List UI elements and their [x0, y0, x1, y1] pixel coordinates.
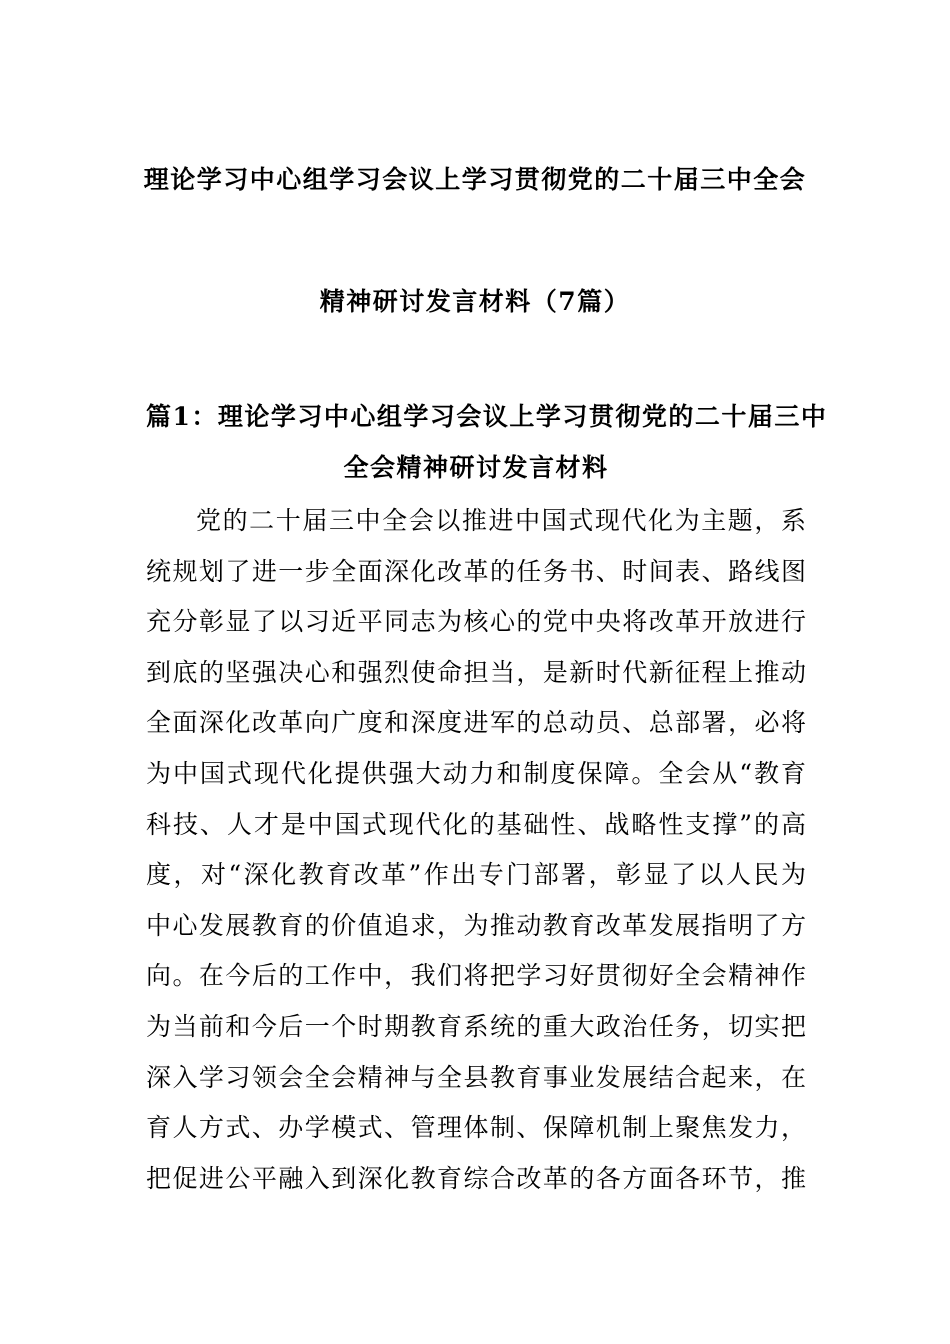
paragraph-line: 统规划了进一步全面深化改革的任务书、时间表、路线图	[146, 556, 806, 586]
paragraph-line: 科技、人才是中国式现代化的基础性、战略性支撑”的高	[146, 809, 806, 839]
paragraph-line: 到底的坚强决心和强烈使命担当，是新时代新征程上推动	[146, 657, 806, 687]
document-title-line-1: 理论学习中心组学习会议上学习贯彻党的二十届三中全会	[143, 165, 807, 194]
paragraph-line: 为中国式现代化提供强大动力和制度保障。全会从“教育	[146, 758, 806, 788]
section-heading-line-2: 全会精神研讨发言材料	[343, 453, 609, 482]
paragraph-line: 把促进公平融入到深化教育综合改革的各方面各环节，推	[146, 1163, 806, 1193]
paragraph-line: 度，对“深化教育改革”作出专门部署，彰显了以人民为	[146, 860, 806, 890]
paragraph-line: 中心发展教育的价值追求，为推动教育改革发展指明了方	[146, 910, 806, 940]
body-paragraph	[146, 496, 806, 1204]
paragraph-line: 党的二十届三中全会以推进中国式现代化为主题，系	[196, 506, 806, 535]
paragraph-line: 向。在今后的工作中，我们将把学习好贯彻好全会精神作	[146, 961, 806, 991]
paragraph-line: 深入学习领会全会精神与全县教育事业发展结合起来，在	[146, 1062, 806, 1092]
section-heading-line-1: 篇1：理论学习中心组学习会议上学习贯彻党的二十届三中	[146, 402, 828, 431]
document-title-line-2: 精神研讨发言材料（7篇）	[319, 287, 631, 316]
paragraph-line: 充分彰显了以习近平同志为核心的党中央将改革开放进行	[146, 607, 806, 637]
paragraph-line: 育人方式、办学模式、管理体制、保障机制上聚焦发力，	[146, 1113, 806, 1143]
paragraph-line: 为当前和今后一个时期教育系统的重大政治任务，切实把	[146, 1011, 806, 1041]
paragraph-line: 全面深化改革向广度和深度进军的总动员、总部署，必将	[146, 708, 806, 738]
